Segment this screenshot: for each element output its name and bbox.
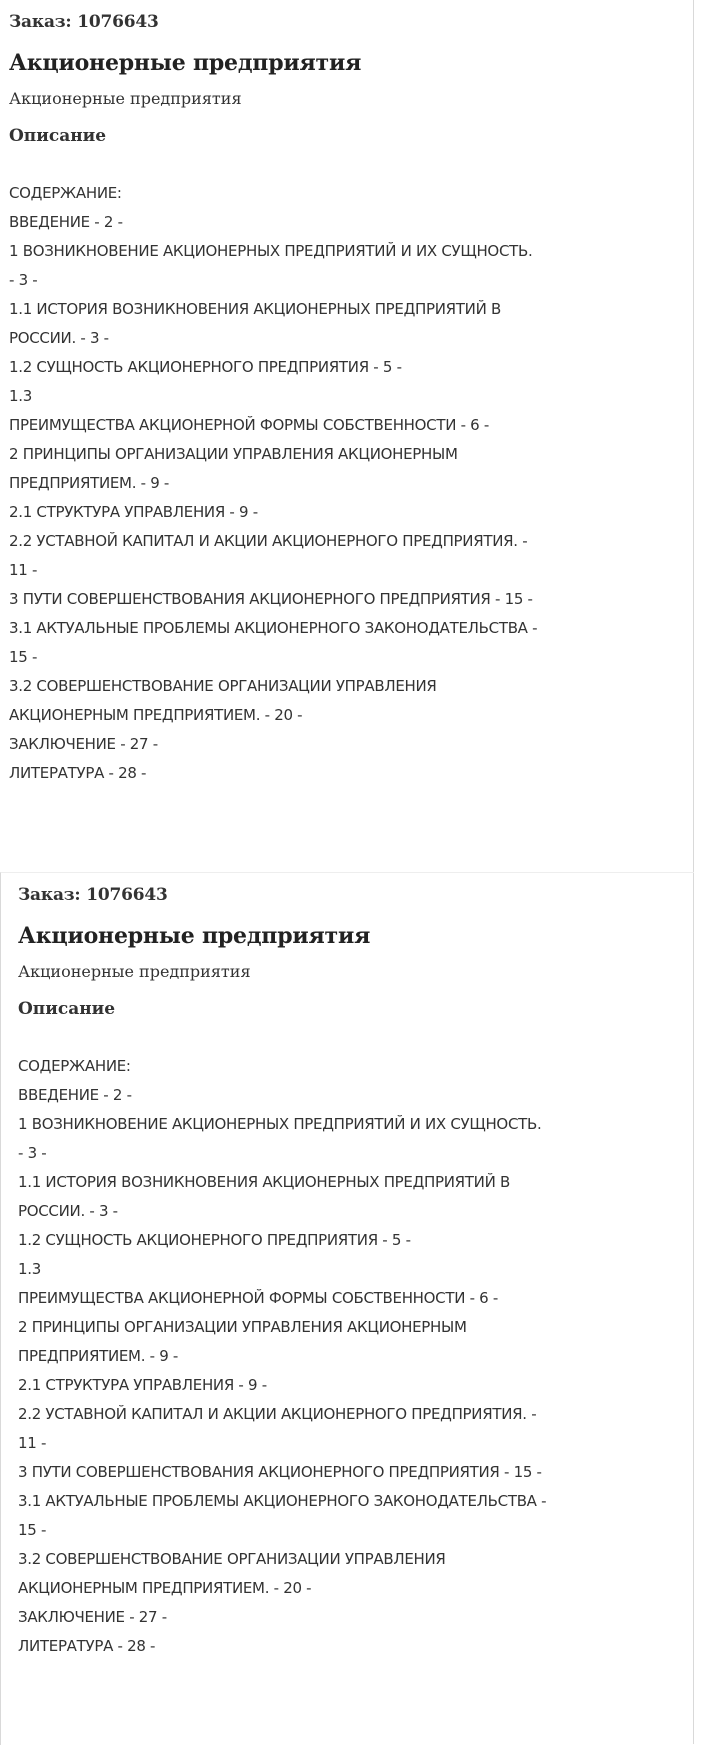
- toc-line: 1.1 ИСТОРИЯ ВОЗНИКНОВЕНИЯ АКЦИОНЕРНЫХ ПРЕДПРИЯТИЙ В: [9, 300, 501, 318]
- toc-line: 1.3: [9, 387, 32, 405]
- toc-line: - 3 -: [18, 1144, 47, 1162]
- toc-line: 2.2 УСТАВНОЙ КАПИТАЛ И АКЦИИ АКЦИОНЕРНОГО ПРЕДПРИЯТИЯ. -: [9, 532, 528, 550]
- toc-line: 15 -: [18, 1521, 47, 1539]
- toc-line: АКЦИОНЕРНЫМ ПРЕДПРИЯТИЕМ. - 20 -: [18, 1579, 312, 1597]
- toc-line: АКЦИОНЕРНЫМ ПРЕДПРИЯТИЕМ. - 20 -: [9, 706, 303, 724]
- order-title: Акционерные предприятия: [9, 50, 362, 76]
- toc-line: 3.1 АКТУАЛЬНЫЕ ПРОБЛЕМЫ АКЦИОНЕРНОГО ЗАКОНОДАТЕЛЬСТВА -: [18, 1492, 547, 1510]
- description-heading: Описание: [18, 999, 116, 1019]
- toc-line: 2.1 СТРУКТУРА УПРАВЛЕНИЯ - 9 -: [9, 503, 258, 521]
- order-card: [9, 0, 693, 788]
- toc-line: 3 ПУТИ СОВЕРШЕНСТВОВАНИЯ АКЦИОНЕРНОГО ПРЕДПРИЯТИЯ - 15 -: [9, 590, 533, 608]
- order-subtitle: Акционерные предприятия: [18, 962, 251, 981]
- toc-line: 15 -: [9, 648, 38, 666]
- toc-line: 2 ПРИНЦИПЫ ОРГАНИЗАЦИИ УПРАВЛЕНИЯ АКЦИОНЕРНЫМ: [18, 1318, 467, 1336]
- toc-line: ЛИТЕРАТУРА - 28 -: [18, 1637, 156, 1655]
- toc-line: РОССИИ. - 3 -: [9, 329, 109, 347]
- toc-line: 1.3: [18, 1260, 41, 1278]
- toc-line: 1.1 ИСТОРИЯ ВОЗНИКНОВЕНИЯ АКЦИОНЕРНЫХ ПРЕДПРИЯТИЙ В: [18, 1173, 510, 1191]
- order-card-content: [9, 0, 693, 788]
- table-of-contents: [9, 148, 689, 788]
- toc-line: 3 ПУТИ СОВЕРШЕНСТВОВАНИЯ АКЦИОНЕРНОГО ПРЕДПРИЯТИЯ - 15 -: [18, 1463, 542, 1481]
- toc-line: 11 -: [18, 1434, 47, 1452]
- toc-line: ВВЕДЕНИЕ - 2 -: [18, 1086, 132, 1104]
- order-title: Акционерные предприятия: [18, 923, 371, 949]
- order-number: Заказ: 1076643: [9, 12, 159, 32]
- toc-line: 3.2 СОВЕРШЕНСТВОВАНИЕ ОРГАНИЗАЦИИ УПРАВЛЕНИЯ: [18, 1550, 446, 1568]
- toc-line: ПРЕДПРИЯТИЕМ. - 9 -: [18, 1347, 179, 1365]
- toc-line: 2 ПРИНЦИПЫ ОРГАНИЗАЦИИ УПРАВЛЕНИЯ АКЦИОНЕРНЫМ: [9, 445, 458, 463]
- toc-line: 3.2 СОВЕРШЕНСТВОВАНИЕ ОРГАНИЗАЦИИ УПРАВЛЕНИЯ: [9, 677, 437, 695]
- toc-line: - 3 -: [9, 271, 38, 289]
- toc-line: 1 ВОЗНИКНОВЕНИЕ АКЦИОНЕРНЫХ ПРЕДПРИЯТИЙ И ИХ СУЩНОСТЬ.: [18, 1115, 542, 1133]
- toc-line: 2.2 УСТАВНОЙ КАПИТАЛ И АКЦИИ АКЦИОНЕРНОГО ПРЕДПРИЯТИЯ. -: [18, 1405, 537, 1423]
- toc-line: ЗАКЛЮЧЕНИЕ - 27 -: [9, 735, 158, 753]
- toc-line: ЛИТЕРАТУРА - 28 -: [9, 764, 147, 782]
- order-card-content: [1, 873, 694, 1661]
- description-heading: Описание: [9, 126, 107, 146]
- toc-line: 1.2 СУЩНОСТЬ АКЦИОНЕРНОГО ПРЕДПРИЯТИЯ - 5 -: [9, 358, 402, 376]
- toc-line: 2.1 СТРУКТУРА УПРАВЛЕНИЯ - 9 -: [18, 1376, 267, 1394]
- toc-line: РОССИИ. - 3 -: [18, 1202, 118, 1220]
- toc-line: ЗАКЛЮЧЕНИЕ - 27 -: [18, 1608, 167, 1626]
- toc-line: ПРЕИМУЩЕСТВА АКЦИОНЕРНОЙ ФОРМЫ СОБСТВЕННОСТИ - 6 -: [18, 1289, 498, 1307]
- toc-line: ПРЕИМУЩЕСТВА АКЦИОНЕРНОЙ ФОРМЫ СОБСТВЕННОСТИ - 6 -: [9, 416, 489, 434]
- toc-line: 1.2 СУЩНОСТЬ АКЦИОНЕРНОГО ПРЕДПРИЯТИЯ - 5 -: [18, 1231, 411, 1249]
- toc-line: 1 ВОЗНИКНОВЕНИЕ АКЦИОНЕРНЫХ ПРЕДПРИЯТИЙ И ИХ СУЩНОСТЬ.: [9, 242, 533, 260]
- order-card-duplicate: [0, 872, 694, 1745]
- toc-line: 3.1 АКТУАЛЬНЫЕ ПРОБЛЕМЫ АКЦИОНЕРНОГО ЗАКОНОДАТЕЛЬСТВА -: [9, 619, 538, 637]
- toc-line: СОДЕРЖАНИЕ:: [18, 1057, 131, 1075]
- toc-line: ПРЕДПРИЯТИЕМ. - 9 -: [9, 474, 170, 492]
- table-of-contents: [18, 1021, 688, 1661]
- order-number: Заказ: 1076643: [18, 885, 168, 905]
- toc-line: 11 -: [9, 561, 38, 579]
- toc-line: ВВЕДЕНИЕ - 2 -: [9, 213, 123, 231]
- toc-line: СОДЕРЖАНИЕ:: [9, 184, 122, 202]
- order-subtitle: Акционерные предприятия: [9, 89, 242, 108]
